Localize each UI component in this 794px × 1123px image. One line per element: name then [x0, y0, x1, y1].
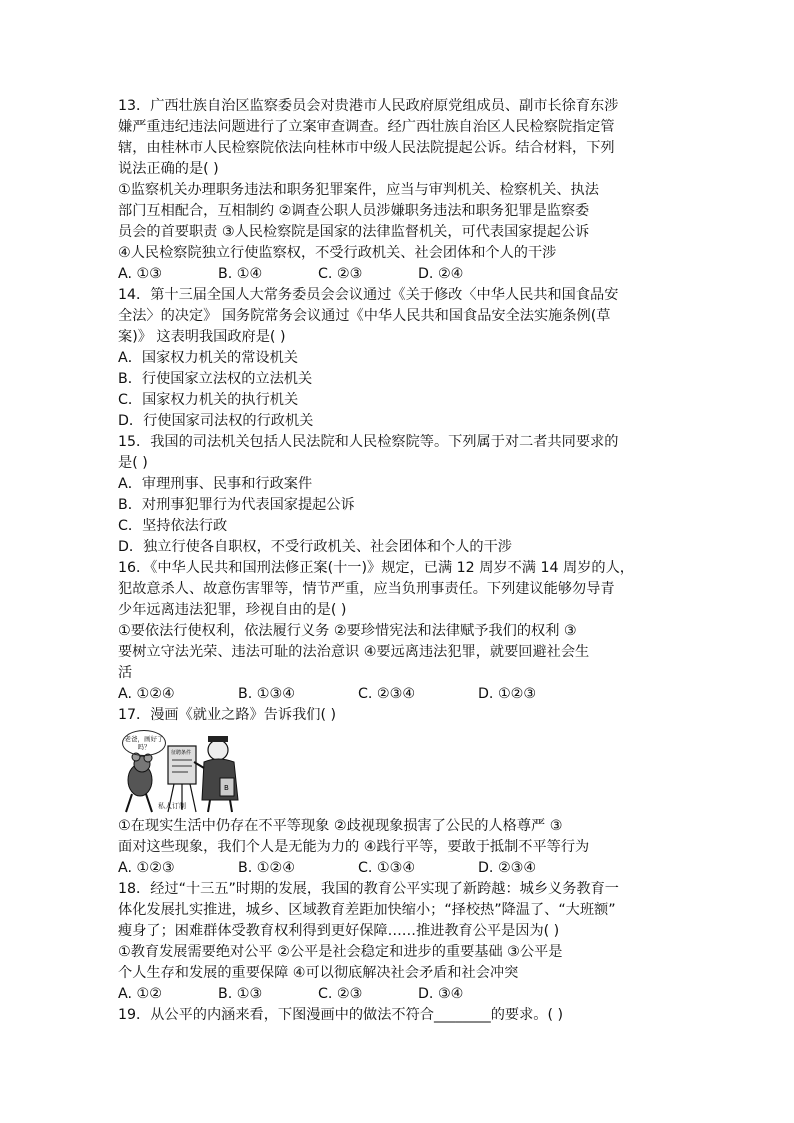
q17-option-d[interactable]: D. ②③④ [478, 860, 537, 876]
q17-option-b[interactable]: B. ①②④ [238, 860, 295, 876]
q15-option-a[interactable]: A．审理刑事、民事和行政案件 [118, 476, 313, 492]
q14-option-b[interactable]: B．行使国家立法权的立法机关 [118, 371, 313, 387]
q16-option-a[interactable]: A. ①②④ [118, 686, 175, 702]
q16-line: 活 [118, 665, 133, 681]
question-16 [118, 558, 678, 705]
q13-line: ①监察机关办理职务违法和职务犯罪案件，应当与审判机关、检察机关、执法 [118, 182, 599, 198]
comic-employment-road [118, 728, 256, 814]
q19-line: 19．从公平的内涵来看，下图漫画中的做法不符合________的要求。( ) [118, 1007, 564, 1023]
svg-text:B: B [224, 784, 229, 792]
q14-line: 全法〉的决定》 国务院常务会议通过《中华人民共和国食品安全法实施条例(草 [118, 308, 611, 324]
q17-line: 17．漫画《就业之路》告诉我们( ) [118, 707, 337, 723]
q18-options [118, 984, 678, 1005]
q18-line: 体化发展扎实推进，城乡、区域教育差距加快缩小；“择校热”降温了、“大班额” [118, 902, 616, 918]
q18-option-a[interactable]: A. ①② [118, 986, 162, 1002]
q14-line: 14．第十三届全国人大常务委员会会议通过《关于修改〈中华人民共和国食品安 [118, 287, 619, 303]
q16-option-b[interactable]: B. ①③④ [238, 686, 295, 702]
q15-option-c[interactable]: C．坚持依法行政 [118, 518, 228, 534]
q14-option-d[interactable]: D．行使国家司法权的行政机关 [118, 413, 314, 429]
q13-option-a[interactable]: A. ①③ [118, 266, 162, 282]
q16-line: ①要依法行使权利，依法履行义务 ②要珍惜宪法和法律赋予我们的权利 ③ [118, 623, 577, 639]
q17-options [118, 858, 678, 879]
q18-option-d[interactable]: D. ③④ [418, 986, 464, 1002]
question-15 [118, 432, 678, 558]
q18-line: 瘦身了；困难群体受教育权利得到更好保障……推进教育公平是因为( ) [118, 923, 560, 939]
q17-option-a[interactable]: A. ①②③ [118, 860, 175, 876]
q16-line: 少年远离违法犯罪，珍视自由的是( ) [118, 602, 347, 618]
q14-option-c[interactable]: C．国家权力机关的执行机关 [118, 392, 299, 408]
question-18 [118, 879, 678, 1005]
q15-line: 15．我国的司法机关包括人民法院和人民检察院等。下列属于对二者共同要求的 [118, 434, 619, 450]
q18-line: 个人生存和发展的重要保障 ④可以彻底解决社会矛盾和社会冲突 [118, 965, 519, 981]
q17-option-c[interactable]: C. ①③④ [358, 860, 416, 876]
q13-options [118, 264, 678, 285]
q18-line: ①教育发展需要绝对公平 ②公平是社会稳定和进步的重要基础 ③公平是 [118, 944, 563, 960]
q17-line: 面对这些现象，我们个人是无能为力的 ④践行平等，要敢于抵制不平等行为 [118, 839, 590, 855]
question-19 [118, 1005, 678, 1026]
q18-option-c[interactable]: C. ②③ [318, 986, 363, 1002]
q14-option-a[interactable]: A．国家权力机关的常设机关 [118, 350, 298, 366]
q15-option-d[interactable]: D．独立行使各自职权，不受行政机关、社会团体和个人的干涉 [118, 539, 512, 555]
q13-line: 嫌严重违纪违法问题进行了立案审查调查。经广西壮族自治区人民检察院指定管 [118, 119, 615, 135]
question-13 [118, 96, 678, 285]
q13-option-d[interactable]: D. ②④ [418, 266, 464, 282]
q18-line: 18．经过“十三五”时期的发展，我国的教育公平实现了新跨越：城乡义务教育一 [118, 881, 619, 897]
question-17 [118, 705, 678, 879]
q14-line: 案)》 这表明我国政府是( ) [118, 329, 286, 345]
q13-option-c[interactable]: C. ②③ [318, 266, 363, 282]
q15-option-b[interactable]: B．对刑事犯罪行为代表国家提起公诉 [118, 497, 355, 513]
q17-line: ①在现实生活中仍存在不平等现象 ②歧视现象损害了公民的人格尊严 ③ [118, 818, 563, 834]
q13-line: ④人民检察院独立行使监察权，不受行政机关、社会团体和个人的干涉 [118, 245, 557, 261]
q13-line: 说法正确的是( ) [118, 161, 219, 177]
q16-options [118, 684, 678, 705]
comic-sign-text: 征聘条件 [171, 750, 192, 756]
q16-line: 犯故意杀人、故意伤害罪等，情节严重，应当负刑事责任。下列建议能够勿导青 [118, 581, 615, 597]
q13-line: 部门互相配合，互相制约 ②调查公职人员涉嫌职务违法和职务犯罪是监察委 [118, 203, 590, 219]
exam-page [118, 96, 678, 1026]
q13-line: 员会的首要职责 ③人民检察院是国家的法律监督机关，可代表国家提起公诉 [118, 224, 590, 240]
q16-line: 要树立守法光荣、违法可耻的法治意识 ④要远离违法犯罪，就要回避社会生 [118, 644, 590, 660]
q16-option-c[interactable]: C. ②③④ [358, 686, 416, 702]
q18-option-b[interactable]: B. ①③ [218, 986, 263, 1002]
q16-option-d[interactable]: D. ①②③ [478, 686, 537, 702]
comic-speech-bubble: 老爸，画好了吗？ [122, 730, 166, 756]
q13-line: 辖，由桂林市人民检察院依法向桂林市中级人民法院提起公诉。结合材料，下列 [118, 140, 615, 156]
q16-line: 16．《中华人民共和国刑法修正案(十一)》规定，已满 12 周岁不满 14 周岁的人， [118, 560, 634, 576]
q13-option-b[interactable]: B. ①④ [218, 266, 263, 282]
q15-line: 是( ) [118, 455, 148, 471]
comic-caption: 私人订制 [158, 802, 186, 810]
question-14 [118, 285, 678, 432]
q13-line: 13．广西壮族自治区监察委员会对贵港市人民政府原党组成员、副市长徐育东涉 [118, 98, 619, 114]
